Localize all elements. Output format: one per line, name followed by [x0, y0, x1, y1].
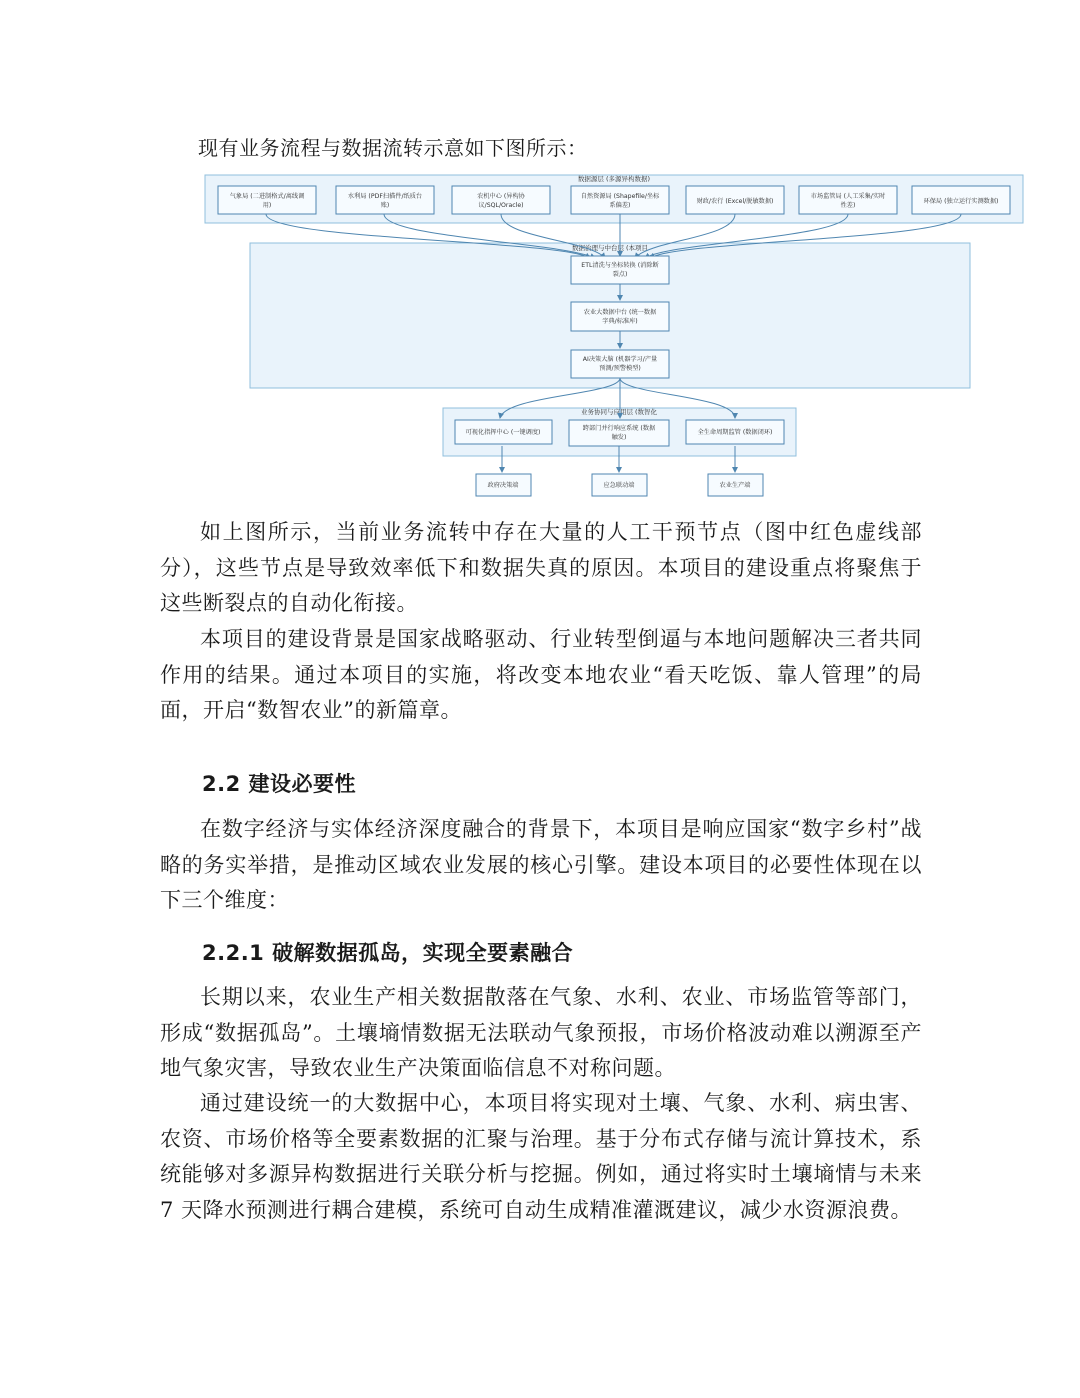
app-node-response-line1: 跨部门并行响应系统 (数据 — [582, 425, 656, 432]
output-production-label: 农业生产端 — [719, 482, 751, 489]
business-flow-diagram — [0, 0, 1080, 520]
source-node-machinery — [452, 186, 550, 214]
app-node-command-line1: 可视化指挥中心 (一键调度) — [465, 429, 541, 436]
source-node-market-line2: 性差) — [840, 202, 856, 209]
gov-node-platform-line2: 字典/标准库) — [602, 318, 638, 325]
source-node-water — [336, 186, 434, 214]
paragraph-diagram-explanation: 如上图所示，当前业务流转中存在大量的人工干预节点（图中红色虚线部分），这些节点是导致效率低下和数据失真的原因。本项目的建设重点将聚焦于这些断裂点的自动化衔接。 — [160, 520, 922, 615]
section-heading-2-2-1: 2.2.1 破解数据孤岛，实现全要素融合 — [202, 941, 574, 965]
paragraph-data-silos: 长期以来，农业生产相关数据散落在气象、水利、农业、市场监管等部门，形成“数据孤岛”。土壤墒情数据无法联动气象预报，市场价格波动难以溯源至产地气象灾害，导致农业生产决策面临信息不对称问题。 — [160, 985, 922, 1080]
gov-node-ai-line1: AI决策大脑 (机器学习/产量 — [582, 356, 658, 363]
gov-node-etl-line1: ETL清洗与坐标转换 (消除断 — [581, 262, 659, 269]
source-node-water-line1: 水利局 (PDF扫描件/纸质台 — [347, 193, 423, 200]
paragraph-data-center: 通过建设统一的大数据中心，本项目将实现对土壤、气象、水利、病虫害、农资、市场价格等全要素数据的汇聚与治理。基于分布式存储与流计算技术，系统能够对多源异构数据进行关联分析与挖掘。例如，通过将实时土壤墒情与未来 7 天降水预测进行耦合建模，系统可自动生成精准灌溉建议，减少水资源浪费。 — [160, 1091, 922, 1222]
gov-node-platform-line1: 农业大数据中台 (统一数据 — [583, 309, 657, 316]
app-node-lifecycle-line1: 全生命周期监管 (数据闭环) — [697, 429, 773, 436]
gov-node-etl-line2: 裂点) — [612, 271, 628, 278]
source-node-natural-resources — [571, 186, 669, 214]
source-node-water-line2: 账) — [380, 202, 390, 209]
gov-node-etl — [571, 256, 669, 284]
source-node-natural-resources-line2: 系偏差) — [609, 202, 631, 209]
gov-node-platform — [571, 302, 669, 331]
source-node-weather-line2: 用) — [262, 202, 272, 209]
paragraph-background: 本项目的建设背景是国家战略驱动、行业转型倒逼与本地问题解决三者共同作用的结果。通过本项目的实施，将改变本地农业“看天吃饭、靠人管理”的局面，开启“数智农业”的新篇章。 — [160, 627, 922, 722]
output-emergency-label: 应急联动端 — [603, 482, 635, 489]
gov-node-ai-line2: 预测/预警模型) — [599, 365, 641, 372]
governance-layer-title: 数据治理与中台层 (本项目 — [571, 244, 649, 252]
source-node-weather-line1: 气象局 (二进制格式/离线调 — [229, 193, 305, 200]
app-node-response — [569, 420, 669, 446]
gov-node-ai — [571, 350, 669, 378]
source-node-machinery-line1: 农机中心 (异构协 — [477, 193, 525, 200]
source-node-market-line1: 市场监管局 (人工采集/实时 — [810, 193, 886, 200]
app-node-response-line2: 触发) — [611, 434, 627, 441]
source-node-market — [799, 186, 897, 214]
source-node-environment-line1: 环保局 (独立运行实测数据) — [923, 198, 999, 205]
source-layer-title: 数据源层 (多源异构数据) — [577, 175, 651, 183]
source-node-machinery-line2: 议/SQL/Oracle) — [478, 202, 524, 209]
paragraph-necessity-intro: 在数字经济与实体经济深度融合的背景下，本项目是响应国家“数字乡村”战略的务实举措，是推动区域农业发展的核心引擎。建设本项目的必要性体现在以下三个维度： — [160, 817, 922, 912]
section-heading-2-2: 2.2 建设必要性 — [202, 772, 357, 796]
source-node-natural-resources-line1: 自然资源局 (Shapefile/坐标 — [580, 193, 660, 200]
output-gov-label: 政府决策端 — [487, 482, 519, 489]
source-node-finance-line1: 财政/农行 (Excel/脱敏数据) — [696, 198, 774, 205]
source-node-weather — [218, 186, 316, 214]
intro-text: 现有业务流程与数据流转示意如下图所示： — [198, 136, 588, 160]
app-layer-title: 业务协同与应用层 (数智化 — [580, 408, 658, 416]
